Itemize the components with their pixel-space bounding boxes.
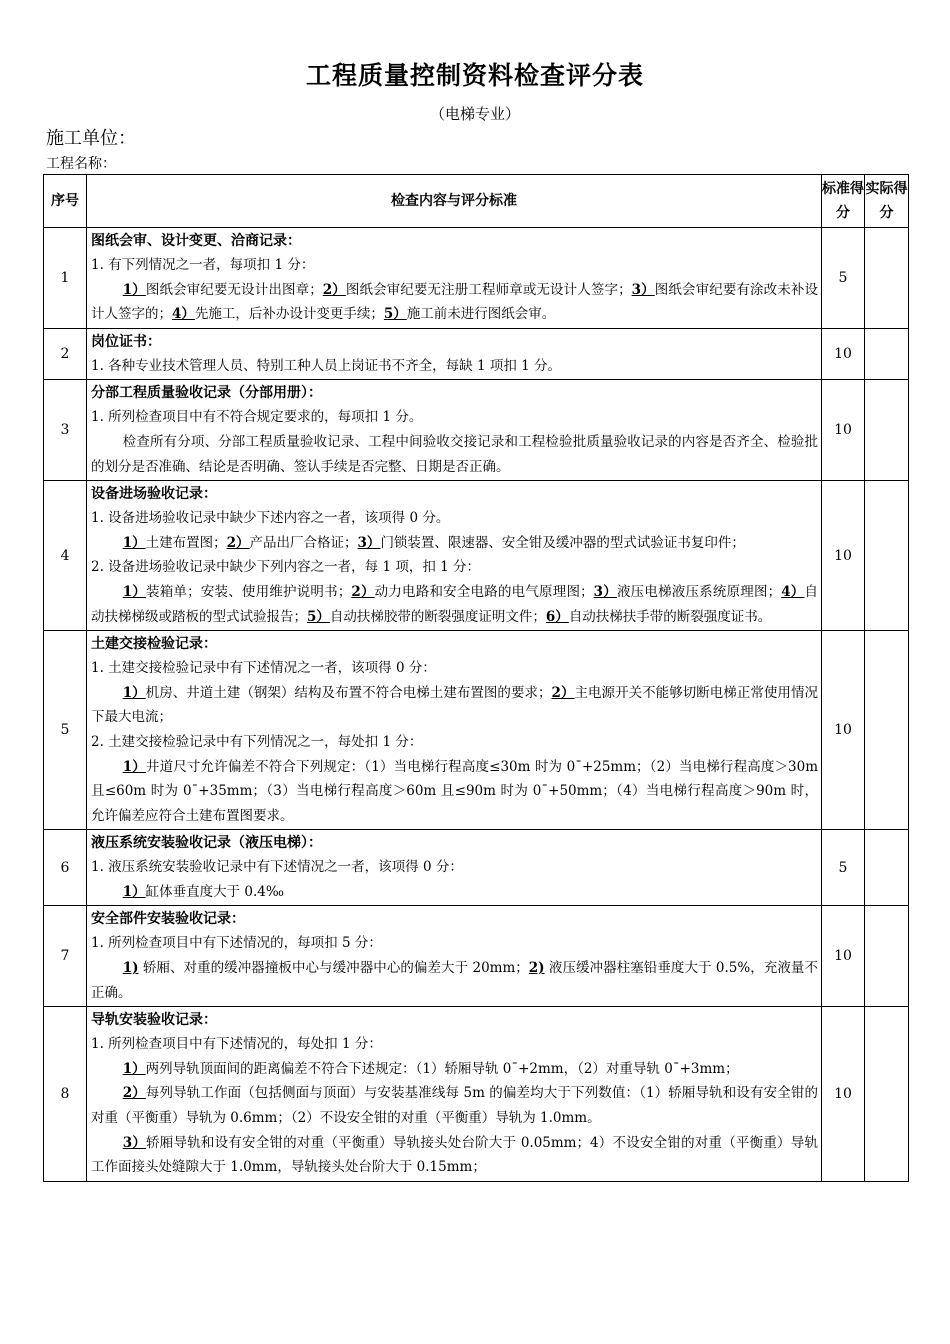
criteria-text: 1. 有下列情况之一者，每项扣 1 分： <box>91 257 315 273</box>
criteria-text: 图纸会审纪要无注册工程师章或无设计人签字； <box>345 281 632 298</box>
criteria-text: 动力电路和安全电路的电气原理图； <box>374 583 594 600</box>
standard-score: 10 <box>822 481 865 631</box>
standard-score: 10 <box>822 906 865 1007</box>
table-body <box>44 228 909 1182</box>
criteria-text: 1. 土建交接检验记录中有下述情况之一者，该项得 0 分： <box>91 660 436 677</box>
check-content <box>87 1007 822 1182</box>
criteria-line <box>91 880 818 905</box>
item-marker: 1） <box>122 1060 146 1077</box>
criteria-line <box>91 405 818 430</box>
criteria-text: 轿厢导轨和设有安全钳的对重（平衡重）导轨接头处台阶大于 0.05mm；4）不设安全钳的对重（平衡重）导轨工作面接头处缝隙大于 1.0mm，导轨接头处台阶大于 0.15mm； <box>91 1134 818 1176</box>
item-marker: 1） <box>122 684 146 701</box>
row-number: 6 <box>44 830 87 906</box>
table-row <box>44 380 909 481</box>
table-row <box>44 228 909 329</box>
item-marker: 3） <box>593 583 617 600</box>
item-marker: 1） <box>122 281 146 298</box>
criteria-line <box>91 354 818 379</box>
criteria-text: 1. 所列检查项目中有下述情况的，每处扣 1 分： <box>91 1036 382 1053</box>
actual-score[interactable] <box>865 481 909 631</box>
table-row <box>44 481 909 631</box>
check-content <box>87 228 822 329</box>
table-row <box>44 328 909 380</box>
criteria-text: 轿厢、对重的缓冲器撞板中心与缓冲器中心的偏差大于 20mm； <box>138 960 529 977</box>
standard-score: 10 <box>822 328 865 380</box>
criteria-text: 2. 土建交接检验记录中有下列情况之一，每处扣 1 分： <box>91 733 423 750</box>
check-content <box>87 830 822 906</box>
item-heading: 岗位证书： <box>91 333 161 350</box>
actual-score[interactable] <box>865 380 909 481</box>
actual-score[interactable] <box>865 631 909 830</box>
criteria-text: 1. 所列检查项目中有下述情况的，每项扣 5 分： <box>91 935 382 952</box>
table-row <box>44 631 909 830</box>
row-number: 4 <box>44 481 87 631</box>
criteria-text: 土建布置图； <box>145 534 227 551</box>
standard-score: 10 <box>822 1007 865 1182</box>
item-heading: 图纸会审、设计变更、洽商记录： <box>91 233 301 249</box>
criteria-line <box>91 730 818 755</box>
row-number: 2 <box>44 328 87 380</box>
criteria-text: 装箱单；安装、使用维护说明书； <box>146 583 352 600</box>
scoring-table <box>43 174 909 1182</box>
row-number: 8 <box>44 1007 87 1182</box>
criteria-text: 井道尺寸允许偏差不符合下列规定：（1）当电梯行程高度≤30m 时为 0ˉ+25mm；（2）当电梯行程高度＞30m 且≤60m 时为 0ˉ+35mm；（3）当电梯行程高度＞60m 且≤90m 时为 0ˉ+50mm；（4）当电梯行程高度＞90m 时，允许偏差应符合土建布置图要求。 <box>91 758 818 824</box>
criteria-line <box>91 931 818 956</box>
criteria-text: 主电源开关不能够切断电梯正常使用情况下最大电流； <box>91 684 818 726</box>
item-marker: 3） <box>631 281 655 298</box>
criteria-text: 自动扶梯梯级或踏板的型式试验报告； <box>91 583 818 625</box>
criteria-text: 液压缓冲器柱塞铅垂度大于 0.5%，充液量不正确。 <box>91 960 818 1001</box>
criteria-text: 两列导轨顶面间的距离偏差不符合下述规定：（1）轿厢导轨 0ˉ+2mm，（2）对重导轨 0ˉ+3mm； <box>145 1060 739 1077</box>
table-row <box>44 830 909 906</box>
header-standard-score: 标准得分 <box>822 175 865 228</box>
item-marker: 3） <box>357 534 381 551</box>
criteria-text: 1. 所列检查项目中有不符合规定要求的，每项扣 1 分。 <box>91 409 423 426</box>
item-heading: 分部工程质量验收记录（分部用册）： <box>91 385 322 402</box>
criteria-line <box>91 253 818 278</box>
criteria-text: 2. 设备进场验收记录中缺少下列内容之一者，每 1 项，扣 1 分： <box>91 559 481 576</box>
item-marker: 4） <box>781 583 805 600</box>
item-marker: 1） <box>122 534 146 551</box>
item-marker: 4） <box>172 306 195 323</box>
header-actual-score: 实际得分 <box>865 175 909 228</box>
check-content <box>87 380 822 481</box>
criteria-text: 缸体垂直度大于 0.4‰ <box>145 883 284 900</box>
item-marker: 2） <box>122 1085 146 1102</box>
criteria-line <box>91 681 818 730</box>
item-heading: 安全部件安装验收记录： <box>91 911 245 928</box>
criteria-text: 图纸会审纪要有涂改未补设计人签字的； <box>91 281 818 323</box>
standard-score: 10 <box>822 631 865 830</box>
criteria-text: 先施工，后补办设计变更手续； <box>194 306 384 323</box>
item-marker: 5） <box>383 306 407 323</box>
actual-score[interactable] <box>865 906 909 1007</box>
header-content: 检查内容与评分标准 <box>87 175 822 228</box>
row-number: 7 <box>44 906 87 1007</box>
project-name-label: 工程名称： <box>46 156 116 172</box>
criteria-line <box>91 580 818 629</box>
criteria-text: 1. 各种专业技术管理人员、特别工种人员上岗证书不齐全，每缺 1 项扣 1 分。 <box>91 357 562 374</box>
item-marker: 2） <box>226 534 250 551</box>
document-subtitle: （电梯专业） <box>429 105 520 123</box>
criteria-text: 1. 液压系统安装验收记录中有下述情况之一者，该项得 0 分： <box>91 859 463 876</box>
criteria-text: 1. 设备进场验收记录中缺少下述内容之一者，该项得 0 分。 <box>91 510 450 527</box>
item-marker: 6） <box>545 608 569 625</box>
criteria-line <box>91 1131 818 1180</box>
actual-score[interactable] <box>865 830 909 906</box>
criteria-text: 门锁装置、限速器、安全钳及缓冲器的型式试验证书复印件； <box>380 534 745 551</box>
item-marker: 2) <box>528 960 545 977</box>
actual-score[interactable] <box>865 1007 909 1182</box>
criteria-line <box>91 1081 818 1130</box>
item-heading: 土建交接检验记录： <box>91 636 217 653</box>
criteria-line <box>91 278 818 327</box>
item-heading: 导轨安装验收记录： <box>91 1012 217 1029</box>
criteria-line <box>91 1057 818 1082</box>
criteria-text: 图纸会审纪要无设计出图章； <box>145 281 323 298</box>
check-content <box>87 906 822 1007</box>
criteria-text: 检查所有分项、分部工程质量验收记录、工程中间验收交接记录和工程检验批质量验收记录的内容是否齐全、检验批的划分是否准确、结论是否明确、签认手续是否完整、日期是否正确。 <box>91 433 818 475</box>
row-number: 3 <box>44 380 87 481</box>
item-marker: 1) <box>122 960 139 977</box>
standard-score: 10 <box>822 380 865 481</box>
criteria-line <box>91 555 818 580</box>
criteria-text: 施工前未进行图纸会审。 <box>406 306 556 323</box>
item-marker: 2） <box>351 583 375 600</box>
header-no: 序号 <box>44 175 87 228</box>
row-number: 5 <box>44 631 87 830</box>
item-marker: 1） <box>122 758 146 775</box>
table-header-row <box>44 175 909 228</box>
item-heading: 液压系统安装验收记录（液压电梯）： <box>91 835 322 852</box>
item-marker: 2） <box>551 684 575 701</box>
item-heading: 设备进场验收记录： <box>91 486 217 503</box>
item-marker: 1） <box>122 883 146 900</box>
actual-score[interactable] <box>865 328 909 380</box>
item-marker: 3） <box>122 1134 147 1151</box>
row-number: 1 <box>44 228 87 329</box>
item-marker: 2） <box>322 281 346 298</box>
criteria-line <box>91 855 818 880</box>
table-row <box>44 1007 909 1182</box>
criteria-line <box>91 1032 818 1057</box>
table-row <box>44 906 909 1007</box>
criteria-text: 液压电梯液压系统原理图； <box>616 583 782 600</box>
criteria-line <box>91 755 818 829</box>
item-marker: 5） <box>307 608 330 625</box>
check-content <box>87 481 822 631</box>
standard-score: 5 <box>822 830 865 906</box>
criteria-text: 机房、井道土建（钢架）结构及布置不符合电梯土建布置图的要求； <box>145 684 552 701</box>
actual-score[interactable] <box>865 228 909 329</box>
check-content <box>87 631 822 830</box>
criteria-text: 产品出厂合格证； <box>249 534 358 551</box>
criteria-line <box>91 531 818 556</box>
criteria-text: 自动扶梯扶手带的断裂强度证书。 <box>568 608 772 625</box>
criteria-line <box>91 430 818 479</box>
criteria-text: 每列导轨工作面（包括侧面与顶面）与安装基准线每 5m 的偏差均大于下列数值：（1）轿厢导轨和设有安全钳的对重（平衡重）导轨为 0.6mm；（2）不设安全钳的对重（平衡重）导轨为 1.0mm。 <box>91 1085 818 1127</box>
check-content <box>87 328 822 380</box>
criteria-line <box>91 656 818 681</box>
construction-unit-label: 施工单位： <box>46 128 136 149</box>
item-marker: 1） <box>122 583 147 600</box>
document-title: 工程质量控制资料检查评分表 <box>305 61 644 90</box>
criteria-text: 自动扶梯胶带的断裂强度证明文件； <box>329 608 546 625</box>
standard-score: 5 <box>822 228 865 329</box>
criteria-line <box>91 956 818 1005</box>
criteria-line <box>91 506 818 531</box>
